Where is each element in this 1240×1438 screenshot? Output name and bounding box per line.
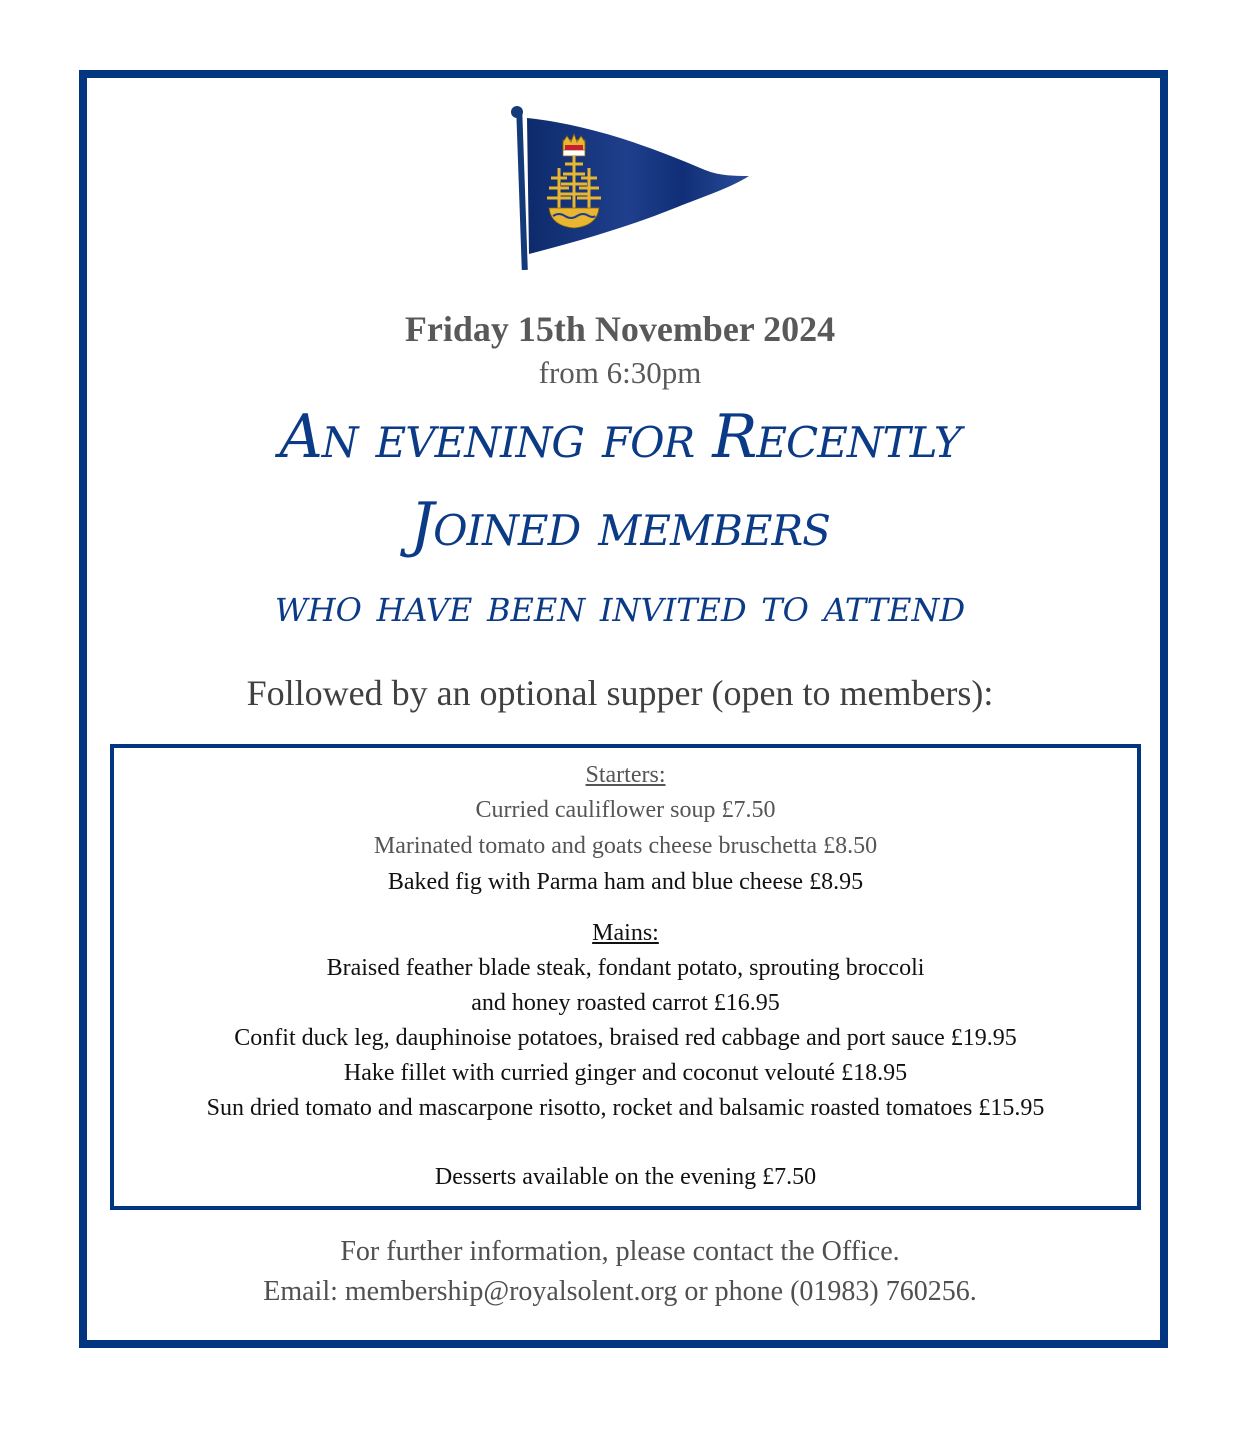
- supper-intro: Followed by an optional supper (open to members):: [246, 673, 994, 713]
- main-item: Confit duck leg, dauphinoise potatoes, braised red cabbage and port sauce £19.95: [234, 1025, 1017, 1051]
- supper-menu-box: [110, 744, 1141, 1210]
- event-time: from 6:30pm: [538, 355, 702, 390]
- starter-item: Marinated tomato and goats cheese bruschetta £8.50: [373, 833, 878, 859]
- mains-heading: Mains:: [592, 920, 659, 946]
- flag-pole-finial: [511, 106, 523, 118]
- starter-item: Baked fig with Parma ham and blue cheese £8.95: [387, 869, 864, 895]
- contact-email-phone: Email: membership@royalsolent.org or phone (01983) 760256.: [263, 1276, 977, 1307]
- main-item: Sun dried tomato and mascarpone risotto, rocket and balsamic roasted tomatoes £15.95: [206, 1095, 1045, 1121]
- event-title-line-1: An evening for Recently: [279, 402, 961, 472]
- main-item: Hake fillet with curried ginger and coconut velouté £18.95: [343, 1060, 908, 1086]
- flag-pole: [516, 110, 528, 270]
- main-item-continued: and honey roasted carrot £16.95: [471, 990, 780, 1016]
- main-item: Braised feather blade steak, fondant potato, sprouting broccoli: [326, 955, 925, 981]
- starter-item: Curried cauliflower soup £7.50: [475, 797, 776, 823]
- event-title-line-2: Joined members: [410, 490, 830, 560]
- event-date: Friday 15th November 2024: [404, 309, 836, 349]
- contact-info-line: For further information, please contact the Office.: [340, 1236, 900, 1267]
- starters-heading: Starters:: [585, 762, 666, 788]
- desserts-note: Desserts available on the evening £7.50: [434, 1164, 817, 1190]
- event-subtitle: who have been invited to attend: [274, 578, 966, 632]
- club-burgee-flag-icon: [505, 104, 755, 274]
